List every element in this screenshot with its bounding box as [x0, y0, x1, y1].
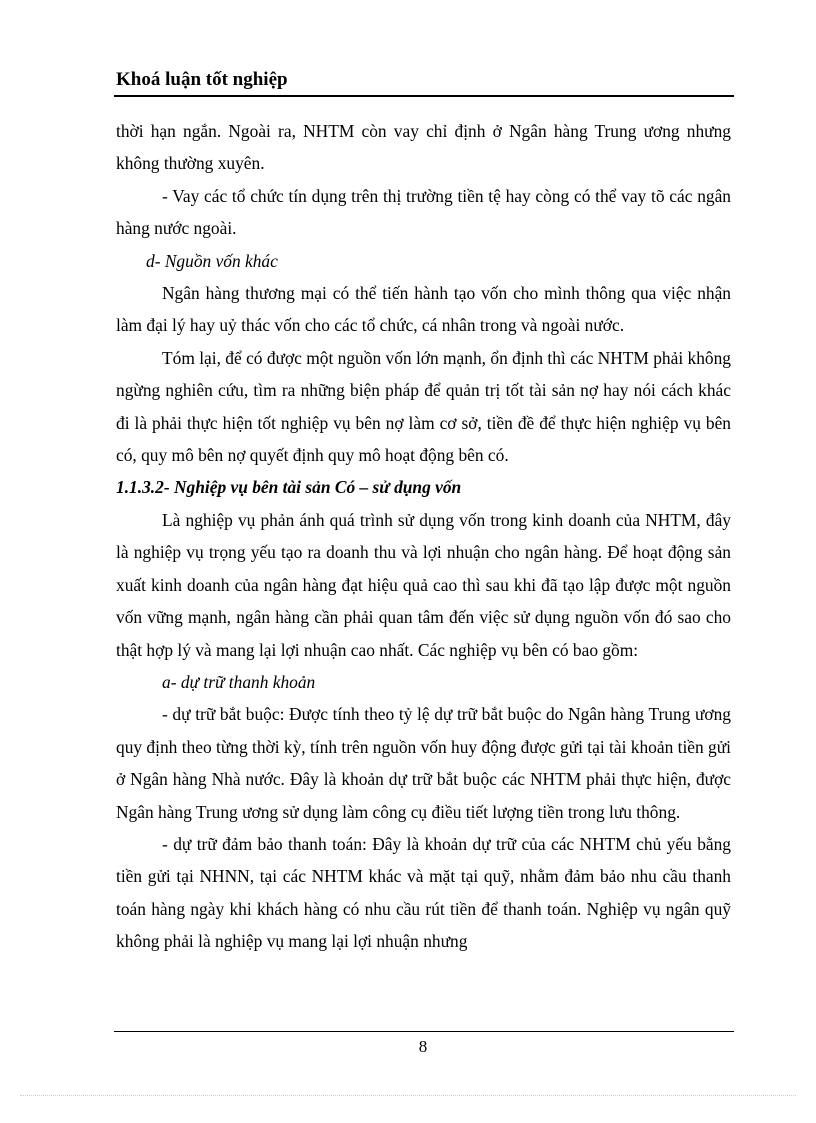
- paragraph-interbank-borrowing: - Vay các tổ chức tín dụng trên thị trường tiền tệ hay còng có thể vay tõ các ngân hàng nước ngoài.: [116, 185, 731, 239]
- body-text: [116, 115, 731, 958]
- page-edge-dotted-line: [20, 1095, 796, 1096]
- footer-rule: [114, 1031, 734, 1032]
- paragraph-asset-operations: Là nghiệp vụ phản ánh quá trình sử dụng vốn trong kinh doanh của NHTM, đây là nghiệp vụ trọng yếu tạo ra doanh thu và lợi nhuận cho ngân hàng. Để hoạt động sản xuất kinh doanh của ngân hàng đạt hiệu quả cao thì sau khi đã tạo lập được một nguồn vốn vững mạnh, ngân hàng cần phải quan tâm đến việc sử dụng nguồn vốn đó sao cho thật hợp lý và mang lại lợi nhuận cao nhất. Các nghiệp vụ bên có bao gồm:: [116, 509, 731, 660]
- section-heading-assets: 1.1.3.2- Nghiệp vụ bên tài sản Có – sử dụng vốn: [116, 477, 462, 498]
- subheading-liquidity-reserve: a- dự trữ thanh khoản: [162, 671, 316, 692]
- paragraph-summary: Tóm lại, để có được một nguồn vốn lớn mạnh, ổn định thì các NHTM phải không ngừng nghiên cứu, tìm ra những biện pháp để quản trị tốt tài sản nợ hay nói cách khác đi là phải thực hiện tốt nghiệp vụ bên nợ làm cơ sở, tiền đề để thực hiện nghiệp vụ bên có, quy mô bên nợ quyết định quy mô hoạt động bên có.: [116, 347, 731, 466]
- paragraph-continuation: thời hạn ngắn. Ngoài ra, NHTM còn vay chỉ định ở Ngân hàng Trung ương nhưng không thường xuyên.: [116, 121, 731, 174]
- subheading-other-sources: d- Nguồn vốn khác: [146, 250, 278, 271]
- running-header-title: Khoá luận tốt nghiệp: [116, 69, 288, 90]
- page-number: 8: [418, 1037, 428, 1056]
- header-rule: [114, 95, 734, 97]
- paragraph-payment-reserve: - dự trữ đảm bảo thanh toán: Đây là khoản dự trữ của các NHTM chủ yếu bằng tiền gửi tại NHNN, tại các NHTM khác và mặt tại quỹ, nhằm đảm bảo nhu cầu thanh toán hàng ngày khi khách hàng có nhu cầu rút tiền để thanh toán. Nghiệp vụ ngân quỹ không phải là nghiệp vụ mang lại lợi nhuận nhưng: [116, 833, 731, 952]
- paragraph-required-reserve: - dự trữ bắt buộc: Được tính theo tỷ lệ dự trữ bắt buộc do Ngân hàng Trung ương quy định theo từng thời kỳ, tính trên nguồn vốn huy động được gửi tại tài khoản tiền gửi ở Ngân hàng Nhà nước. Đây là khoản dự trữ bắt buộc các NHTM phải thực hiện, được Ngân hàng Trung ương sử dụng làm công cụ điều tiết lượng tiền trong lưu thông.: [116, 704, 731, 822]
- paragraph-other-sources: Ngân hàng thương mại có thể tiến hành tạo vốn cho mình thông qua việc nhận làm đại lý hay uỷ thác vốn cho các tổ chức, cá nhân trong và ngoài nước.: [116, 283, 731, 336]
